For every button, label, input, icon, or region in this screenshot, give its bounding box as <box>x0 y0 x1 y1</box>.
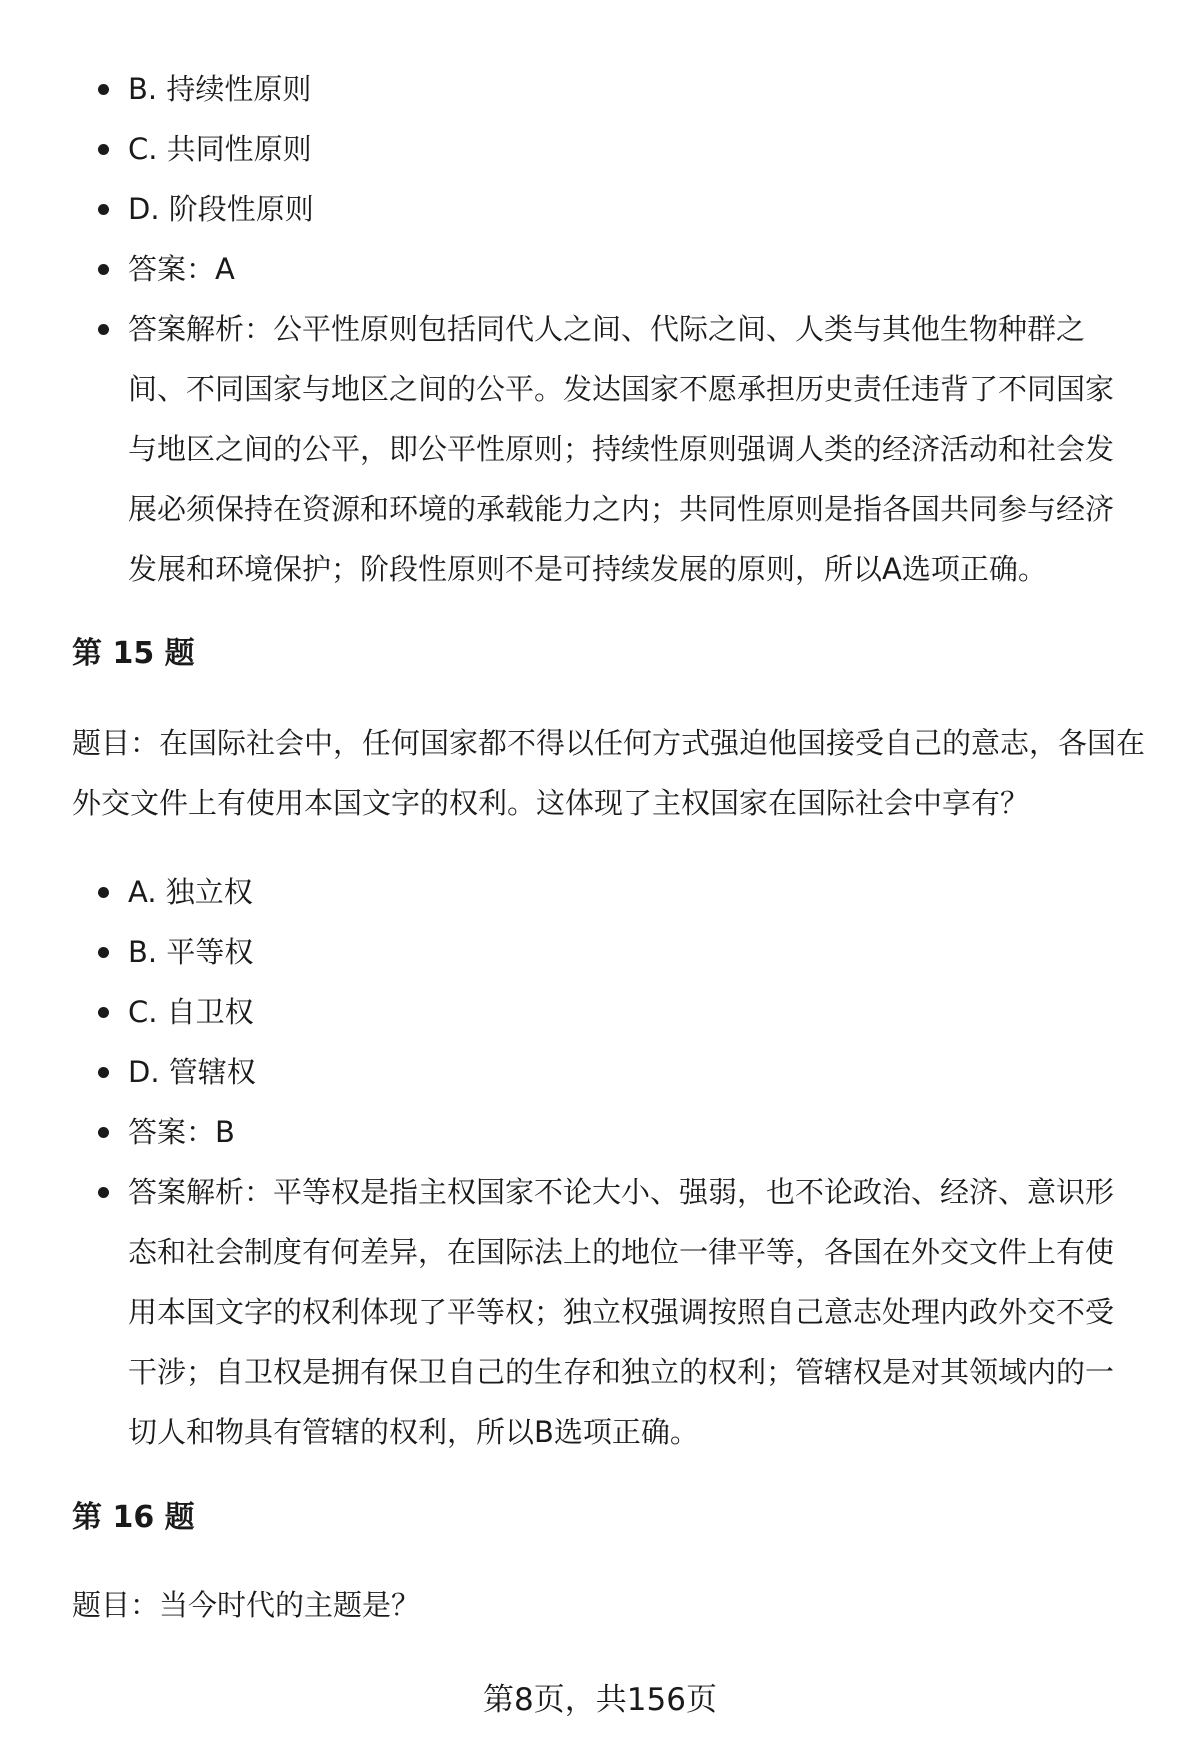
bullet-icon <box>98 1187 109 1198</box>
list-item <box>0 239 1200 299</box>
question-heading: 第 15 题 <box>72 636 195 671</box>
option-text: C. 共同性原则 <box>128 132 312 166</box>
bullet-icon <box>98 324 109 335</box>
list-item <box>0 299 1200 599</box>
question-heading: 第 16 题 <box>72 1500 195 1535</box>
list-item <box>0 922 1200 982</box>
bullet-icon <box>98 1127 109 1138</box>
analysis-text: 答案解析：平等权是指主权国家不论大小、强弱，也不论政治、经济、意识形态和社会制度有何差异，在国际法上的地位一律平等，各国在外交文件上有使用本国文字的权利体现了平等权；独立权强调按照自己意志处理内政外交不受干涉；自卫权是拥有保卫自己的生存和独立的权利；管辖权是对其领域内的一切人和物具有管辖的权利，所以B选项正确。 <box>128 1175 1115 1449</box>
bullet-icon <box>98 264 109 275</box>
bullet-icon <box>98 144 109 155</box>
list-item <box>0 1102 1200 1162</box>
bullet-icon <box>98 1067 109 1078</box>
q15-option-list <box>0 862 1200 1462</box>
bullet-icon <box>98 84 109 95</box>
option-text: B. 持续性原则 <box>128 72 312 106</box>
page-number: 第8页，共156页 <box>483 1682 717 1718</box>
bullet-icon <box>98 887 109 898</box>
list-item <box>0 862 1200 922</box>
answer-text: 答案：B <box>128 1115 235 1149</box>
option-text: D. 阶段性原则 <box>128 192 314 226</box>
option-text: C. 自卫权 <box>128 995 254 1029</box>
option-text: A. 独立权 <box>128 875 253 909</box>
bullet-icon <box>98 947 109 958</box>
list-item <box>0 179 1200 239</box>
list-item <box>0 982 1200 1042</box>
question-stem: 题目：当今时代的主题是？ <box>72 1588 421 1622</box>
question-stem: 题目：在国际社会中，任何国家都不得以任何方式强迫他国接受自己的意志，各国在外交文件上有使用本国文字的权利。这体现了主权国家在国际社会中享有？ <box>72 726 1146 820</box>
q14-option-list <box>0 59 1200 599</box>
analysis-text: 答案解析：公平性原则包括同代人之间、代际之间、人类与其他生物种群之间、不同国家与地区之间的公平。发达国家不愿承担历史责任违背了不同国家与地区之间的公平，即公平性原则；持续性原则强调人类的经济活动和社会发展必须保持在资源和环境的承载能力之内；共同性原则是指各国共同参与经济发展和环境保护；阶段性原则不是可持续发展的原则，所以A选项正确。 <box>128 312 1115 586</box>
option-text: D. 管辖权 <box>128 1055 256 1089</box>
list-item <box>0 59 1200 119</box>
list-item <box>0 1042 1200 1102</box>
answer-text: 答案：A <box>128 252 235 286</box>
list-item <box>0 119 1200 179</box>
bullet-icon <box>98 204 109 215</box>
option-text: B. 平等权 <box>128 935 254 969</box>
list-item <box>0 1162 1200 1462</box>
bullet-icon <box>98 1007 109 1018</box>
